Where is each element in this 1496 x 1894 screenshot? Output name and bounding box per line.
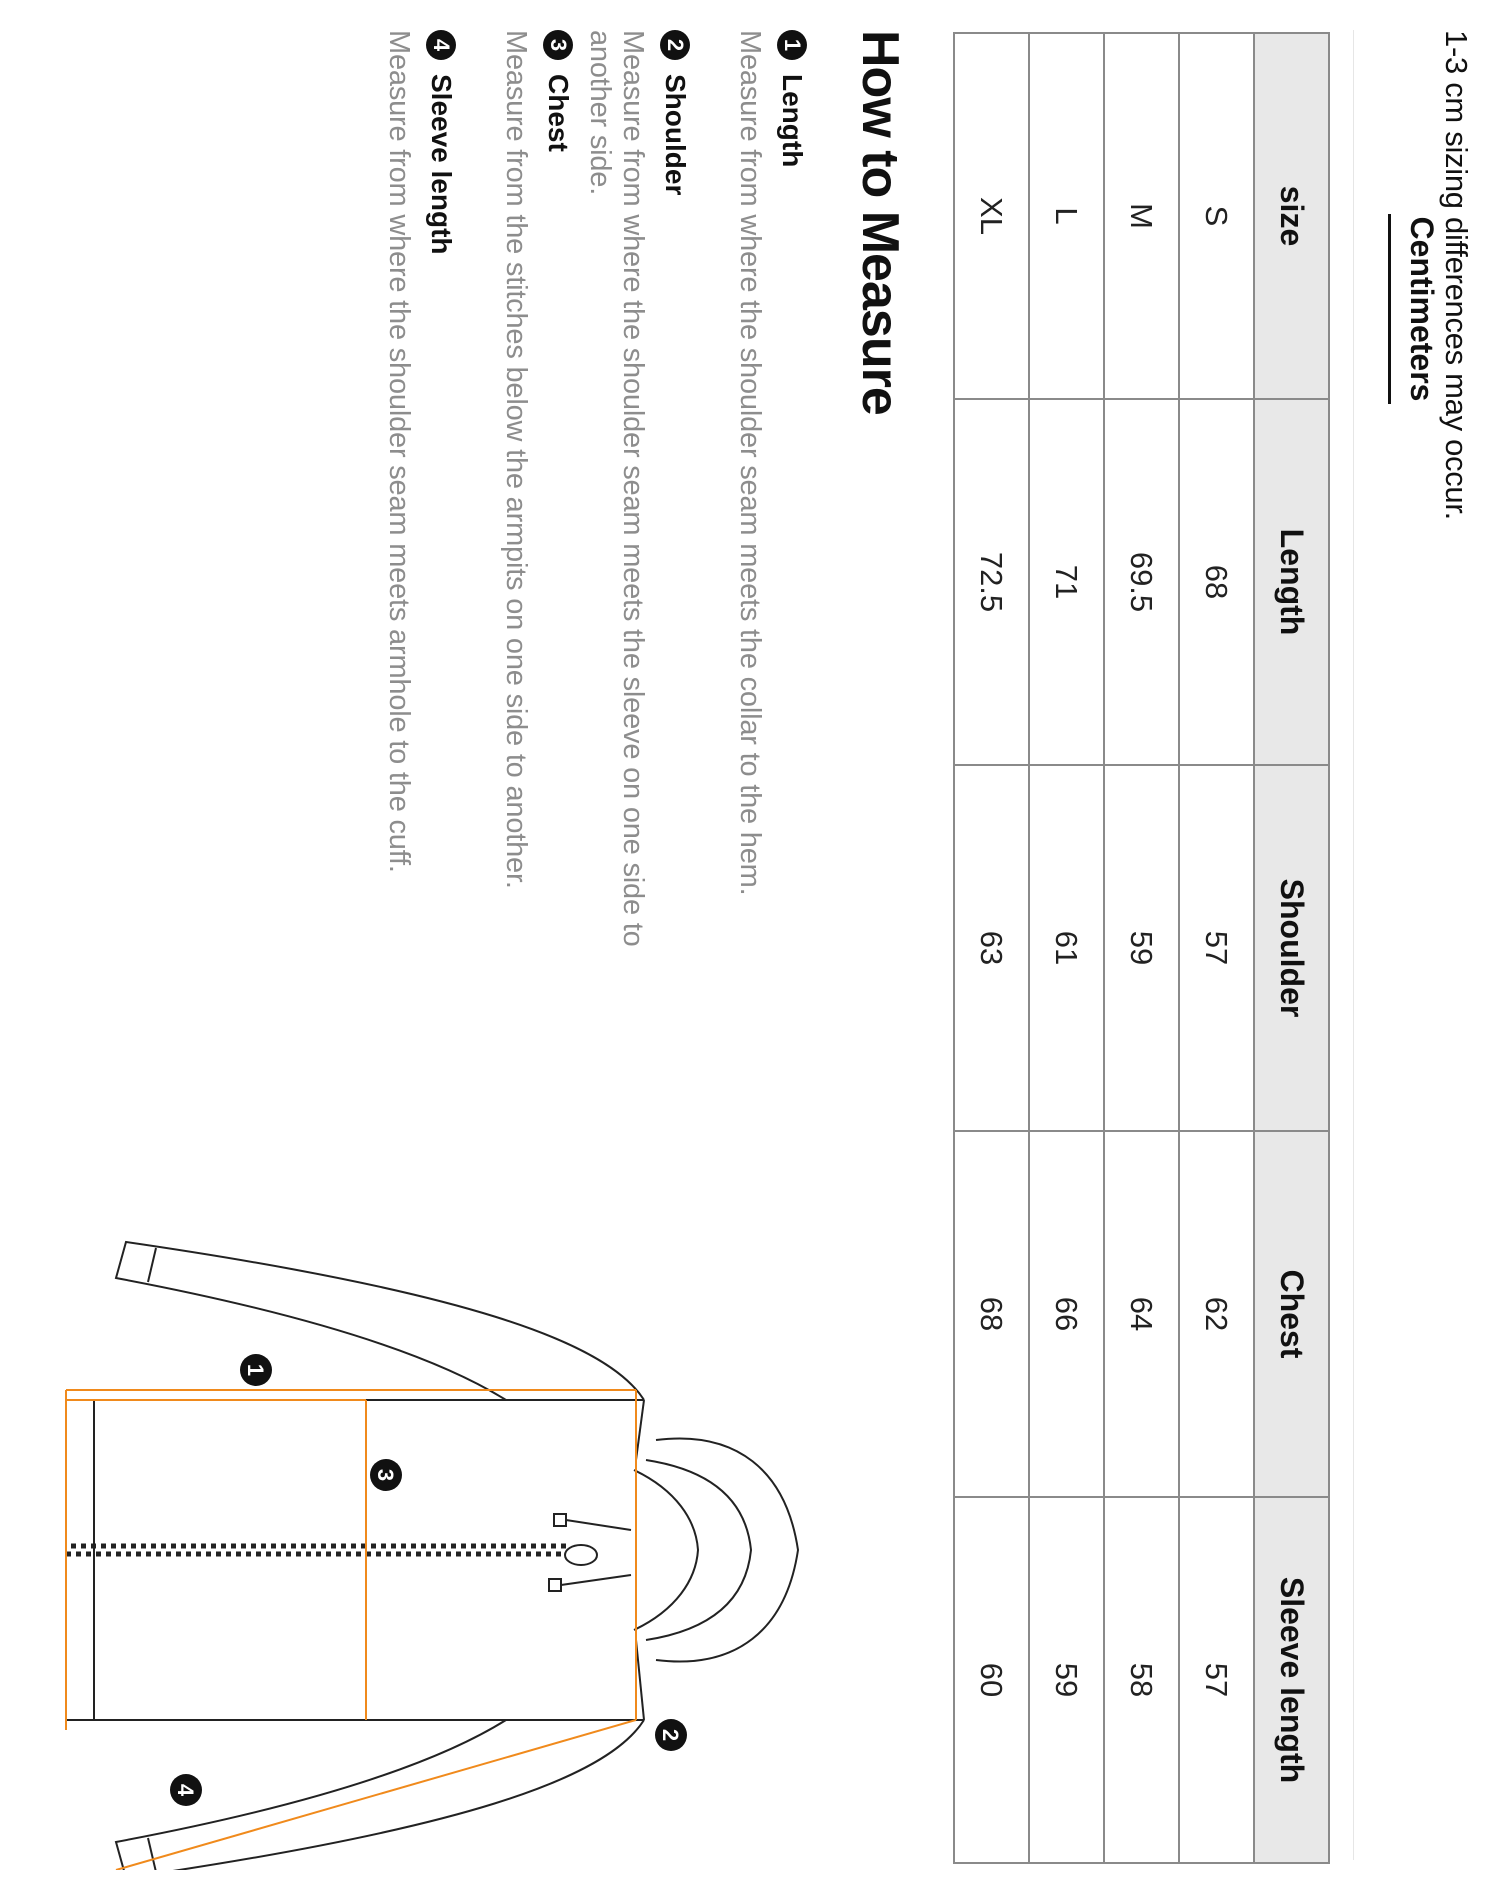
step-sleeve-length (348, 30, 465, 1030)
header-chest: Chest (1254, 1131, 1329, 1497)
table-header-row (1254, 33, 1329, 1863)
cell-length: 69.5 (1104, 399, 1179, 765)
marker-label: 2 (658, 1728, 683, 1742)
step-shoulder (582, 30, 699, 1030)
cell-shoulder: 57 (1179, 765, 1254, 1131)
sizing-note: 1-3 cm sizing differences may occur. (1439, 30, 1474, 520)
header-length: Length (1254, 399, 1329, 765)
cell-chest: 68 (954, 1131, 1029, 1497)
cell-chest: 64 (1104, 1131, 1179, 1497)
cell-size: L (1029, 33, 1104, 399)
step-description: Measure from where the shoulder seam meets armhole to the cuff. (383, 30, 415, 873)
marker-4 (170, 1774, 202, 1806)
step-number-badge: 4 (426, 30, 456, 60)
zipper-line (66, 1546, 566, 1554)
step-chest (465, 30, 582, 1030)
step-title: Chest (543, 74, 574, 152)
measure-steps-list (348, 30, 816, 1030)
tab-centimeters[interactable]: Centimeters (1388, 214, 1440, 404)
cell-size: S (1179, 33, 1254, 399)
cell-length: 68 (1179, 399, 1254, 765)
cell-size: M (1104, 33, 1179, 399)
divider (1353, 30, 1354, 1860)
header-shoulder: Shoulder (1254, 765, 1329, 1131)
step-number-badge: 2 (660, 30, 690, 60)
step-length (699, 30, 816, 1030)
cell-shoulder: 59 (1104, 765, 1179, 1131)
cell-length: 72.5 (954, 399, 1029, 765)
step-title: Sleeve length (426, 74, 457, 255)
measurement-lines (66, 1390, 636, 1870)
size-chart-table (953, 32, 1330, 1864)
header-sleeve-length: Sleeve length (1254, 1497, 1329, 1863)
step-title: Length (777, 74, 808, 168)
cell-shoulder: 61 (1029, 765, 1104, 1131)
how-to-measure-title: How to Measure (851, 30, 909, 415)
table-row (954, 33, 1029, 1863)
cell-length: 71 (1029, 399, 1104, 765)
step-number-badge: 3 (543, 30, 573, 60)
marker-2 (655, 1719, 687, 1751)
cell-shoulder: 63 (954, 765, 1029, 1131)
table-row (1029, 33, 1104, 1863)
cell-chest: 66 (1029, 1131, 1104, 1497)
cell-sleeve-length: 58 (1104, 1497, 1179, 1863)
hoodie-jacket-illustration (66, 1242, 798, 1870)
hoodie-measure-diagram (26, 1230, 806, 1870)
marker-1 (240, 1354, 272, 1386)
step-description: Measure from where the shoulder seam meets the sleeve on one side to another side. (584, 30, 649, 947)
cell-sleeve-length: 60 (954, 1497, 1029, 1863)
cell-chest: 62 (1179, 1131, 1254, 1497)
step-title: Shoulder (660, 74, 691, 196)
table-row (1179, 33, 1254, 1863)
marker-label: 4 (173, 1783, 198, 1797)
marker-label: 1 (243, 1363, 268, 1377)
cell-sleeve-length: 59 (1029, 1497, 1104, 1863)
cell-sleeve-length: 57 (1179, 1497, 1254, 1863)
marker-3 (370, 1459, 402, 1491)
marker-label: 3 (373, 1468, 398, 1482)
cell-size: XL (954, 33, 1029, 399)
step-description: Measure from where the shoulder seam meets the collar to the hem. (734, 30, 766, 896)
table-row (1104, 33, 1179, 1863)
header-size: size (1254, 33, 1329, 399)
step-number-badge: 1 (777, 30, 807, 60)
step-description: Measure from the stitches below the armpits on one side to another. (500, 30, 532, 889)
